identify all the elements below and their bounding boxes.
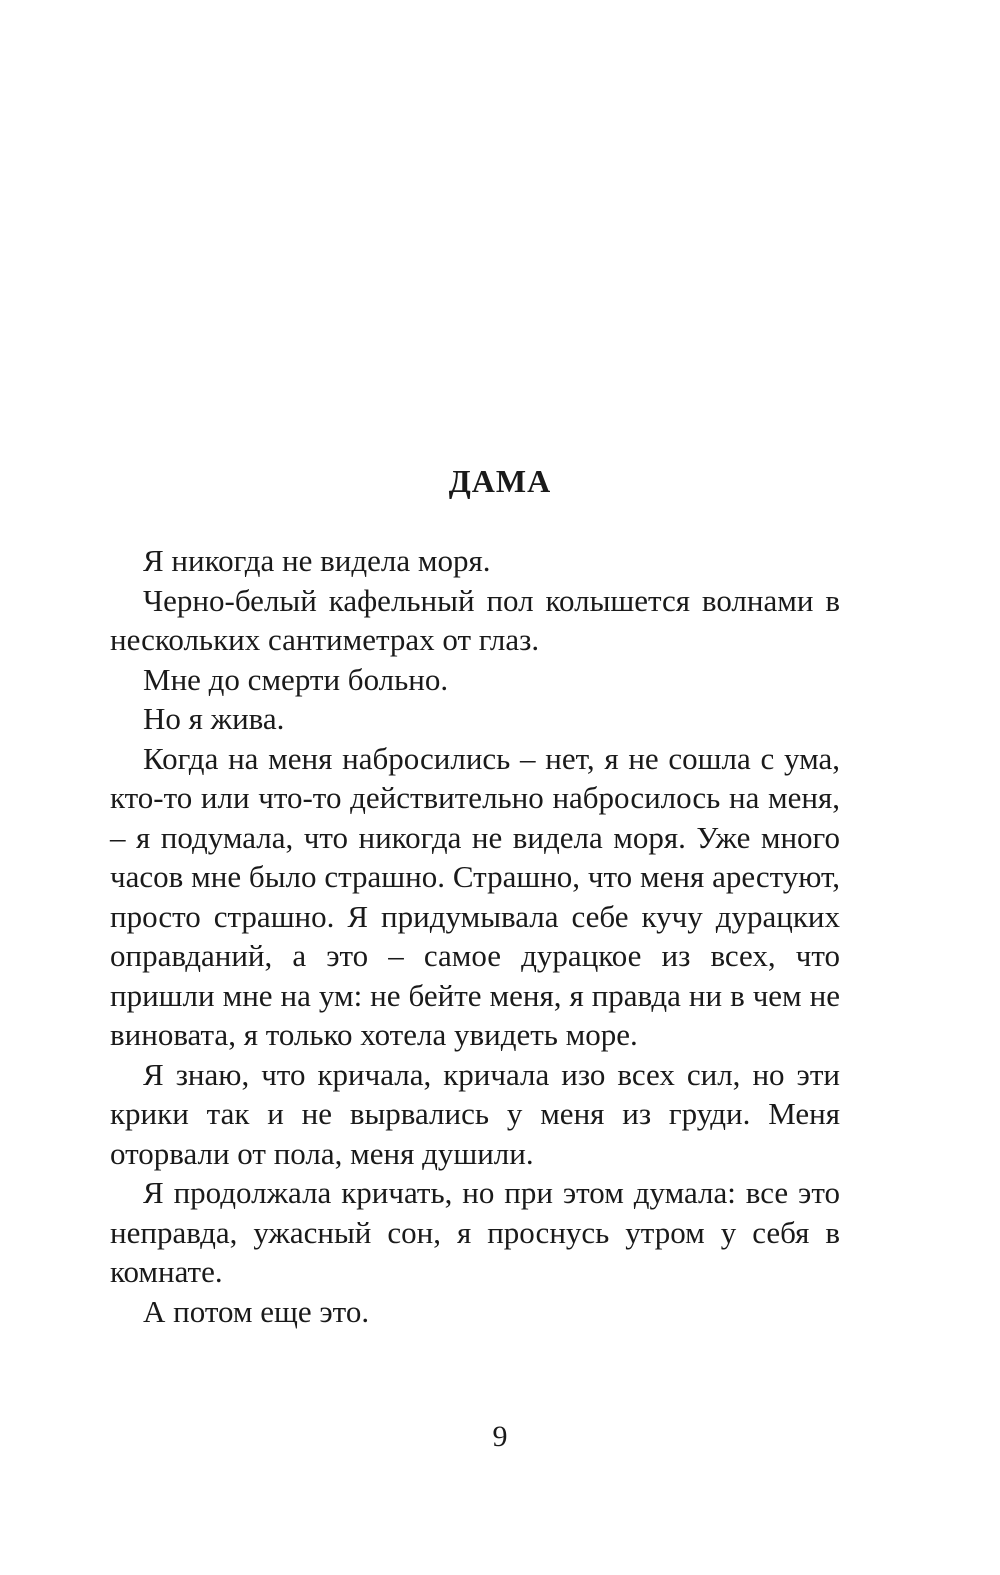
paragraph: Я знаю, что кричала, кричала изо всех сил, но эти крики так и не вырвались у меня из груди. Меня оторвали от пола, меня душили. (110, 1056, 840, 1171)
body-text (110, 541, 840, 1331)
paragraph: Мне до смерти больно. (143, 661, 449, 697)
paragraph: Когда на меня набросились – нет, я не сошла с ума, кто-то или что-то действительно набросилось на меня, – я подумала, что никогда не видела моря. Уже много часов мне было страшно. Страшно, что меня арестуют, просто страшно. Я придумывала себе кучу дурацких оправданий, а это – самое дурацкое из всех, что пришли мне на ум: не бейте меня, я правда ни в чем не виновата, я только хотела увидеть море. (110, 740, 840, 1052)
paragraph: А потом еще это. (143, 1293, 370, 1329)
paragraph: Черно-белый кафельный пол колышется волнами в нескольких сантиметрах от глаз. (110, 582, 840, 657)
paragraph: Я никогда не видела моря. (143, 543, 491, 578)
page-number: 9 (492, 1420, 508, 1453)
paragraph: Но я жива. (143, 701, 285, 736)
paragraph: Я продолжала кричать, но при этом думала: все это неправда, ужасный сон, я проснусь утром у себя в комнате. (110, 1175, 840, 1289)
chapter-title: ДАМА (448, 463, 552, 499)
